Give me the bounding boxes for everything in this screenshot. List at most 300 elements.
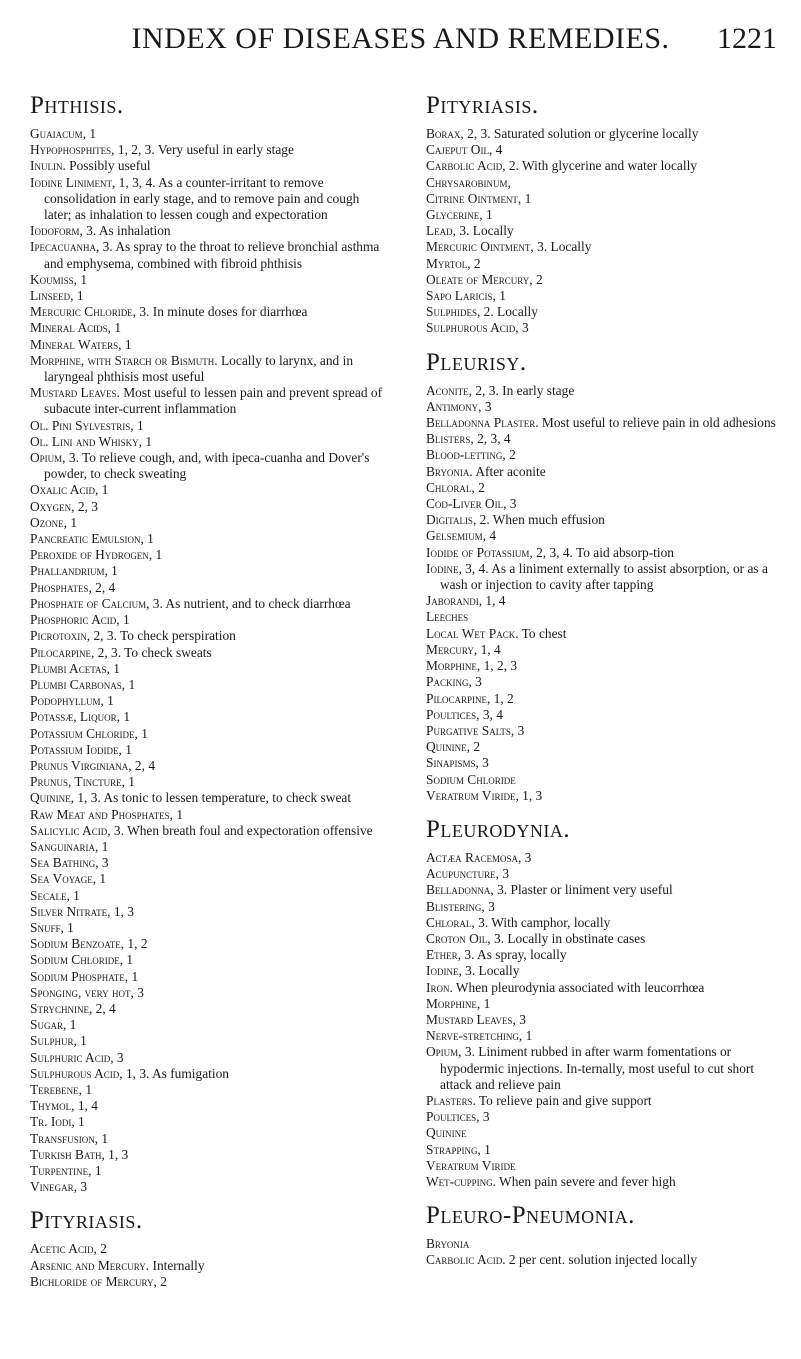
remedy-note: 1	[133, 417, 144, 433]
remedy-name: Iodine Liniment,	[30, 174, 116, 190]
remedy-note: 2	[156, 1273, 167, 1289]
index-entry	[30, 272, 390, 288]
remedy-note: 1	[482, 207, 493, 223]
remedy-note: When pain severe and fever high	[495, 1173, 676, 1189]
page-title: INDEX OF DISEASES AND REMEDIES.	[131, 22, 670, 55]
remedy-name: Sodium Phosphate,	[30, 968, 129, 984]
left-column	[30, 92, 390, 1302]
index-entry	[30, 904, 390, 920]
index-entry	[30, 774, 390, 790]
remedy-name: Actæa Racemosa,	[426, 849, 522, 865]
remedy-name: Vinegar,	[30, 1179, 78, 1195]
index-entry	[30, 288, 390, 304]
index-entry	[426, 158, 786, 174]
remedy-name: Phosphoric Acid,	[30, 612, 120, 628]
index-section	[426, 349, 786, 804]
index-entry	[30, 531, 390, 547]
index-entry	[30, 612, 390, 628]
entry-list	[30, 126, 390, 1195]
index-entry	[30, 337, 390, 353]
remedy-name: Ipecacuanha,	[30, 239, 100, 255]
remedy-note: 2, 3. To check perspiration	[90, 628, 236, 644]
page-number: 1221	[717, 22, 777, 55]
index-entry	[30, 1131, 390, 1147]
remedy-note: 1	[96, 871, 107, 887]
remedy-note: 1	[119, 709, 131, 725]
remedy-note: 2, 3. Saturated solution or glycerine locally	[463, 126, 699, 141]
remedy-note: 3	[478, 755, 489, 771]
remedy-name: Sea Bathing,	[30, 855, 99, 871]
remedy-name: Aconite,	[426, 382, 473, 398]
remedy-name: Bryonia	[426, 1236, 470, 1252]
remedy-name: Chloral,	[426, 479, 475, 495]
remedy-note: 1	[480, 1141, 491, 1157]
remedy-name: Acupuncture,	[426, 866, 500, 882]
index-entry	[30, 1163, 390, 1179]
remedy-note: 1	[121, 741, 132, 757]
remedy-note: Internally	[149, 1257, 205, 1273]
remedy-name: Veratrum Viride	[426, 1157, 516, 1173]
index-entry	[426, 1109, 786, 1125]
remedy-note: 1	[107, 563, 118, 579]
remedy-note: 1	[495, 288, 506, 304]
index-entry	[30, 596, 390, 612]
remedy-name: Arsenic and Mercury.	[30, 1257, 150, 1273]
remedy-note: 3	[499, 866, 510, 882]
remedy-name: Blisters,	[426, 431, 474, 447]
remedy-note: 1, 3. As fumigation	[122, 1065, 229, 1081]
remedy-note: 1	[67, 514, 78, 530]
index-entry	[30, 1098, 390, 1114]
index-entry	[30, 807, 390, 823]
index-entry	[30, 385, 390, 417]
remedy-name: Jaborandi,	[426, 593, 483, 609]
remedy-note: 2	[470, 255, 481, 271]
section-heading: Pityriasis.	[426, 92, 539, 119]
remedy-name: Pilocarpine,	[426, 690, 491, 706]
index-entry	[30, 693, 390, 709]
index-entry	[426, 415, 786, 431]
remedy-note: 3. Locally in obstinate cases	[490, 930, 646, 946]
index-entry	[426, 480, 786, 496]
section-heading: Phthisis.	[30, 92, 124, 119]
remedy-name: Sapo Laricis,	[426, 288, 496, 304]
index-entry	[426, 272, 786, 288]
remedy-name: Secale,	[30, 887, 70, 903]
index-section	[30, 92, 390, 1195]
index-entry	[30, 1179, 390, 1195]
remedy-note: 2, 3	[74, 498, 98, 514]
remedy-name: Mercuric Ointment,	[426, 239, 534, 255]
index-entry	[426, 561, 786, 593]
remedy-name: Plumbi Carbonas,	[30, 676, 126, 692]
index-entry	[426, 496, 786, 512]
remedy-name: Pilocarpine,	[30, 644, 95, 660]
entry-list	[30, 1241, 390, 1290]
remedy-name: Glycerine,	[426, 207, 483, 223]
index-entry	[30, 1066, 390, 1082]
remedy-note: 1	[74, 1114, 85, 1130]
remedy-name: Opium,	[30, 450, 66, 466]
remedy-note: 3	[521, 849, 532, 865]
remedy-name: Sinapisms,	[426, 755, 479, 771]
remedy-note: 1, 3	[110, 903, 134, 919]
index-entry	[30, 871, 390, 887]
remedy-note: 1, 4	[477, 641, 501, 657]
remedy-note: 1	[143, 531, 154, 547]
index-entry	[30, 709, 390, 725]
remedy-name: Prunus, Tincture,	[30, 774, 125, 790]
remedy-name: Morphine, with Starch or Bismuth.	[30, 352, 218, 368]
remedy-name: Sodium Benzoate,	[30, 936, 125, 952]
remedy-name: Sulphides,	[426, 304, 481, 320]
remedy-note: 1	[98, 838, 109, 854]
index-entry	[426, 142, 786, 158]
index-entry	[426, 1125, 786, 1141]
remedy-name: Cod-Liver Oil,	[426, 496, 507, 512]
index-entry	[426, 723, 786, 739]
index-entry	[30, 855, 390, 871]
index-section	[426, 1202, 786, 1268]
remedy-name: Hypophosphites,	[30, 142, 115, 158]
remedy-name: Sulphurous Acid,	[30, 1065, 123, 1081]
remedy-name: Turpentine,	[30, 1163, 92, 1178]
remedy-name: Guaiacum,	[30, 126, 87, 141]
remedy-name: Packing,	[426, 674, 472, 690]
remedy-note: 3	[471, 674, 482, 690]
entry-list	[426, 126, 786, 337]
remedy-note: 3	[514, 722, 525, 738]
remedy-note: 3. Locally	[461, 963, 520, 979]
remedy-note: 1	[137, 725, 148, 741]
index-entry	[30, 142, 390, 158]
remedy-note: 3. To relieve cough, and, with ipeca-cuanha and Dover's powder, to check sweating	[44, 450, 370, 482]
remedy-note: 2, 3, 4. To aid absorp-tion	[532, 544, 674, 560]
remedy-note: 3. In minute doses for diarrhœa	[136, 304, 308, 320]
remedy-name: Sulphur,	[30, 1033, 77, 1049]
remedy-note: 3. As spray to the throat to relieve bronchial asthma and emphysema, combined with fibroid phthisis	[44, 239, 380, 271]
index-entry	[30, 320, 390, 336]
remedy-note: 1	[111, 320, 122, 336]
index-entry	[30, 1017, 390, 1033]
remedy-note: 2	[470, 739, 481, 755]
remedy-name: Raw Meat and Phosphates,	[30, 806, 173, 822]
index-section	[30, 1207, 390, 1290]
index-entry	[426, 642, 786, 658]
index-entry	[30, 239, 390, 271]
index-entry	[426, 320, 786, 336]
remedy-note: 3	[113, 1049, 124, 1065]
index-entry	[426, 658, 786, 674]
remedy-name: Bryonia.	[426, 463, 473, 479]
index-entry	[426, 126, 786, 142]
remedy-note: 1	[124, 774, 135, 790]
index-entry	[426, 512, 786, 528]
index-entry	[426, 304, 786, 320]
index-entry	[30, 353, 390, 385]
remedy-note: 4	[486, 528, 497, 544]
index-entry	[426, 1174, 786, 1190]
index-entry	[426, 996, 786, 1012]
index-entry	[426, 755, 786, 771]
index-entry	[426, 431, 786, 447]
index-entry	[426, 545, 786, 561]
remedy-name: Wet-cupping.	[426, 1173, 496, 1189]
index-entry	[426, 963, 786, 979]
remedy-name: Sodium Chloride,	[30, 952, 124, 968]
remedy-note: 1, 3. As tonic to lessen temperature, to check sweat	[74, 790, 352, 806]
index-entry	[426, 1044, 786, 1093]
remedy-note: 3	[98, 855, 109, 871]
index-entry	[426, 850, 786, 866]
remedy-name: Carbolic Acid,	[426, 158, 506, 174]
remedy-name: Strychnine,	[30, 1000, 93, 1016]
remedy-note: 1	[119, 612, 130, 628]
remedy-name: Potassæ, Liquor,	[30, 709, 120, 725]
remedy-note: 3. Liniment rubbed in after warm fomentations or hypodermic injections. In-ternally, most useful to cut short attack and relieve pain	[440, 1044, 755, 1092]
remedy-name: Sugar,	[30, 1017, 67, 1033]
remedy-note: 2. When much effusion	[476, 512, 605, 528]
remedy-note: 1, 3, 4. As a counter-irritant to remove consolidation in early stage, and to remove pain and cough later; as inhalation to lessen cough and expectoration	[44, 174, 360, 223]
remedy-name: Podophyllum,	[30, 693, 104, 709]
remedy-name: Koumiss,	[30, 271, 78, 287]
remedy-note: 1	[63, 919, 74, 935]
remedy-note: 1	[123, 952, 134, 968]
remedy-name: Belladonna,	[426, 882, 494, 898]
remedy-name: Silver Nitrate,	[30, 903, 111, 919]
remedy-name: Sulphuric Acid,	[30, 1049, 114, 1065]
index-entry	[426, 674, 786, 690]
index-entry	[426, 464, 786, 480]
remedy-note: 1	[66, 1017, 77, 1033]
index-entry	[426, 288, 786, 304]
remedy-name: Blood-letting,	[426, 447, 506, 463]
right-column	[426, 92, 786, 1281]
index-entry	[426, 593, 786, 609]
remedy-note: 1	[125, 676, 136, 692]
index-entry	[426, 707, 786, 723]
remedy-name: Sea Voyage,	[30, 871, 97, 887]
remedy-name: Mineral Waters,	[30, 336, 122, 352]
remedy-name: Bichloride of Mercury,	[30, 1273, 157, 1289]
index-entry	[30, 158, 390, 174]
remedy-name: Iodine,	[426, 963, 462, 979]
entry-list	[426, 850, 786, 1190]
remedy-name: Snuff,	[30, 919, 64, 935]
remedy-note: 1	[141, 433, 153, 449]
remedy-note: 2	[532, 271, 543, 287]
remedy-note: 1, 3	[518, 787, 543, 803]
index-entry	[426, 866, 786, 882]
remedy-name: Ozone,	[30, 514, 68, 530]
index-entry	[30, 645, 390, 661]
remedy-name: Inulin.	[30, 158, 66, 174]
remedy-name: Chloral,	[426, 914, 475, 930]
index-entry	[30, 661, 390, 677]
remedy-note: 2	[505, 447, 516, 463]
remedy-name: Picrotoxin,	[30, 628, 91, 644]
index-entry	[30, 839, 390, 855]
remedy-name: Quinine,	[426, 739, 471, 755]
remedy-name: Strapping,	[426, 1141, 481, 1157]
remedy-note: 1	[77, 271, 88, 287]
remedy-note: After aconite	[472, 463, 546, 479]
index-entry	[30, 1082, 390, 1098]
remedy-note: 1	[172, 806, 184, 822]
remedy-name: Prunus Virginiana,	[30, 757, 132, 773]
remedy-name: Sodium Chloride	[426, 771, 516, 787]
index-entry	[30, 1258, 390, 1274]
index-entry	[426, 882, 786, 898]
remedy-note: 3	[479, 1109, 490, 1125]
index-entry	[30, 758, 390, 774]
remedy-note: 3	[506, 496, 517, 512]
index-entry	[30, 450, 390, 482]
entry-list	[426, 1236, 786, 1268]
remedy-note: 2. Locally	[480, 304, 538, 320]
remedy-note: 3. When breath foul and expectoration offensive	[110, 822, 373, 838]
remedy-name: Ol. Pini Sylvestris,	[30, 417, 134, 433]
remedy-name: Oxygen,	[30, 498, 75, 514]
remedy-name: Blistering,	[426, 898, 485, 914]
index-entry	[426, 772, 786, 788]
index-entry	[30, 304, 390, 320]
remedy-note: 1, 2, 3. Very useful in early stage	[114, 142, 294, 158]
remedy-name: Phosphates,	[30, 579, 92, 595]
index-entry	[426, 1028, 786, 1044]
remedy-name: Poultices,	[426, 706, 480, 722]
index-entry	[426, 207, 786, 223]
remedy-name: Sanguinaria,	[30, 838, 99, 854]
index-entry	[30, 1001, 390, 1017]
remedy-note: 1	[480, 995, 491, 1011]
remedy-note: 1, 3	[104, 1146, 129, 1162]
remedy-name: Morphine,	[426, 658, 481, 674]
index-entry	[30, 985, 390, 1001]
section-heading: Pityriasis.	[30, 1207, 143, 1235]
remedy-note: 1	[76, 1033, 87, 1049]
remedy-name: Iodoform,	[30, 223, 83, 239]
index-entry	[30, 677, 390, 693]
index-entry	[426, 1158, 786, 1174]
remedy-note: 1, 4	[74, 1098, 98, 1114]
remedy-name: Phallandrium,	[30, 563, 108, 579]
remedy-note: 2. With glycerine and water locally	[505, 158, 698, 174]
remedy-note: 1	[522, 1028, 533, 1044]
remedy-note: 1	[73, 288, 84, 304]
index-entry	[30, 952, 390, 968]
remedy-name: Belladonna Plaster.	[426, 415, 539, 431]
remedy-note: 3	[77, 1179, 88, 1195]
remedy-name: Plasters.	[426, 1092, 476, 1108]
remedy-note: 4	[492, 142, 503, 158]
remedy-note: Most useful to relieve pain in old adhesions	[538, 415, 776, 431]
remedy-name: Borax,	[426, 126, 464, 141]
remedy-note: 2	[474, 479, 485, 495]
remedy-note: 1	[521, 190, 532, 206]
index-entry	[30, 499, 390, 515]
remedy-note: 3	[518, 320, 529, 336]
index-entry	[426, 1252, 786, 1268]
index-entry	[426, 256, 786, 272]
index-entry	[30, 823, 390, 839]
index-entry	[30, 563, 390, 579]
index-entry	[426, 1142, 786, 1158]
remedy-name: Local Wet Pack.	[426, 625, 519, 641]
remedy-name: Phosphate of Calcium,	[30, 595, 150, 611]
index-section	[426, 92, 786, 337]
remedy-name: Acetic Acid,	[30, 1241, 97, 1257]
remedy-name: Turkish Bath,	[30, 1146, 105, 1162]
remedy-note: 2, 3, 4	[473, 431, 511, 447]
index-entry	[30, 936, 390, 952]
index-entry	[30, 126, 390, 142]
remedy-note: 2	[96, 1241, 107, 1257]
index-entry	[426, 739, 786, 755]
remedy-note: 3. Locally	[533, 239, 592, 255]
index-entry	[30, 580, 390, 596]
remedy-name: Tr. Iodi,	[30, 1114, 75, 1130]
remedy-name: Pancreatic Emulsion,	[30, 531, 144, 547]
remedy-name: Iron.	[426, 979, 453, 995]
remedy-name: Salicylic Acid,	[30, 822, 111, 838]
page-header	[0, 22, 801, 62]
remedy-name: Mustard Leaves.	[30, 385, 120, 401]
remedy-note: 3, 4. As a liniment externally to assist absorption, or as a wash or injection to cavity after tapping	[440, 560, 768, 593]
entry-list	[426, 383, 786, 804]
remedy-note: 1	[109, 660, 120, 676]
remedy-name: Poultices,	[426, 1109, 480, 1125]
remedy-note: 2, 4	[92, 1000, 116, 1016]
remedy-note: 3	[133, 984, 144, 1000]
remedy-note: 3	[515, 1011, 526, 1027]
remedy-name: Mineral Acids,	[30, 320, 112, 336]
remedy-name: Oleate of Mercury,	[426, 271, 533, 287]
index-entry	[30, 1033, 390, 1049]
index-section	[426, 816, 786, 1190]
remedy-name: Iodine,	[426, 560, 462, 576]
remedy-note: 3. As spray, locally	[461, 947, 567, 963]
remedy-note: Most useful to lessen pain and prevent spread of subacute inter-current inflammation	[44, 385, 383, 417]
remedy-note: 2, 4	[91, 579, 116, 595]
remedy-note: 3. As nutrient, and to check diarrhœa	[149, 595, 351, 611]
index-entry	[30, 1274, 390, 1290]
index-entry	[426, 175, 786, 191]
index-entry	[426, 931, 786, 947]
index-entry	[30, 482, 390, 498]
remedy-name: Oxalic Acid,	[30, 482, 99, 498]
index-entry	[30, 790, 390, 806]
index-entry	[426, 980, 786, 996]
index-entry	[30, 1114, 390, 1130]
index-entry	[426, 1093, 786, 1109]
remedy-note: To chest	[518, 625, 567, 641]
index-entry	[426, 239, 786, 255]
remedy-name: Lead,	[426, 223, 457, 239]
remedy-name: Peroxide of Hydrogen,	[30, 547, 153, 563]
index-entry	[30, 515, 390, 531]
remedy-name: Transfusion,	[30, 1130, 99, 1146]
remedy-name: Quinine,	[30, 790, 75, 806]
remedy-note: 3. Plaster or liniment very useful	[493, 882, 673, 898]
index-entry	[30, 726, 390, 742]
index-entry	[30, 920, 390, 936]
section-heading: Pleurisy.	[426, 348, 527, 376]
remedy-name: Sulphurous Acid,	[426, 320, 519, 336]
remedy-name: Iodide of Potassium,	[426, 544, 533, 560]
remedy-name: Veratrum Viride,	[426, 787, 519, 803]
remedy-note: 1	[103, 693, 114, 709]
